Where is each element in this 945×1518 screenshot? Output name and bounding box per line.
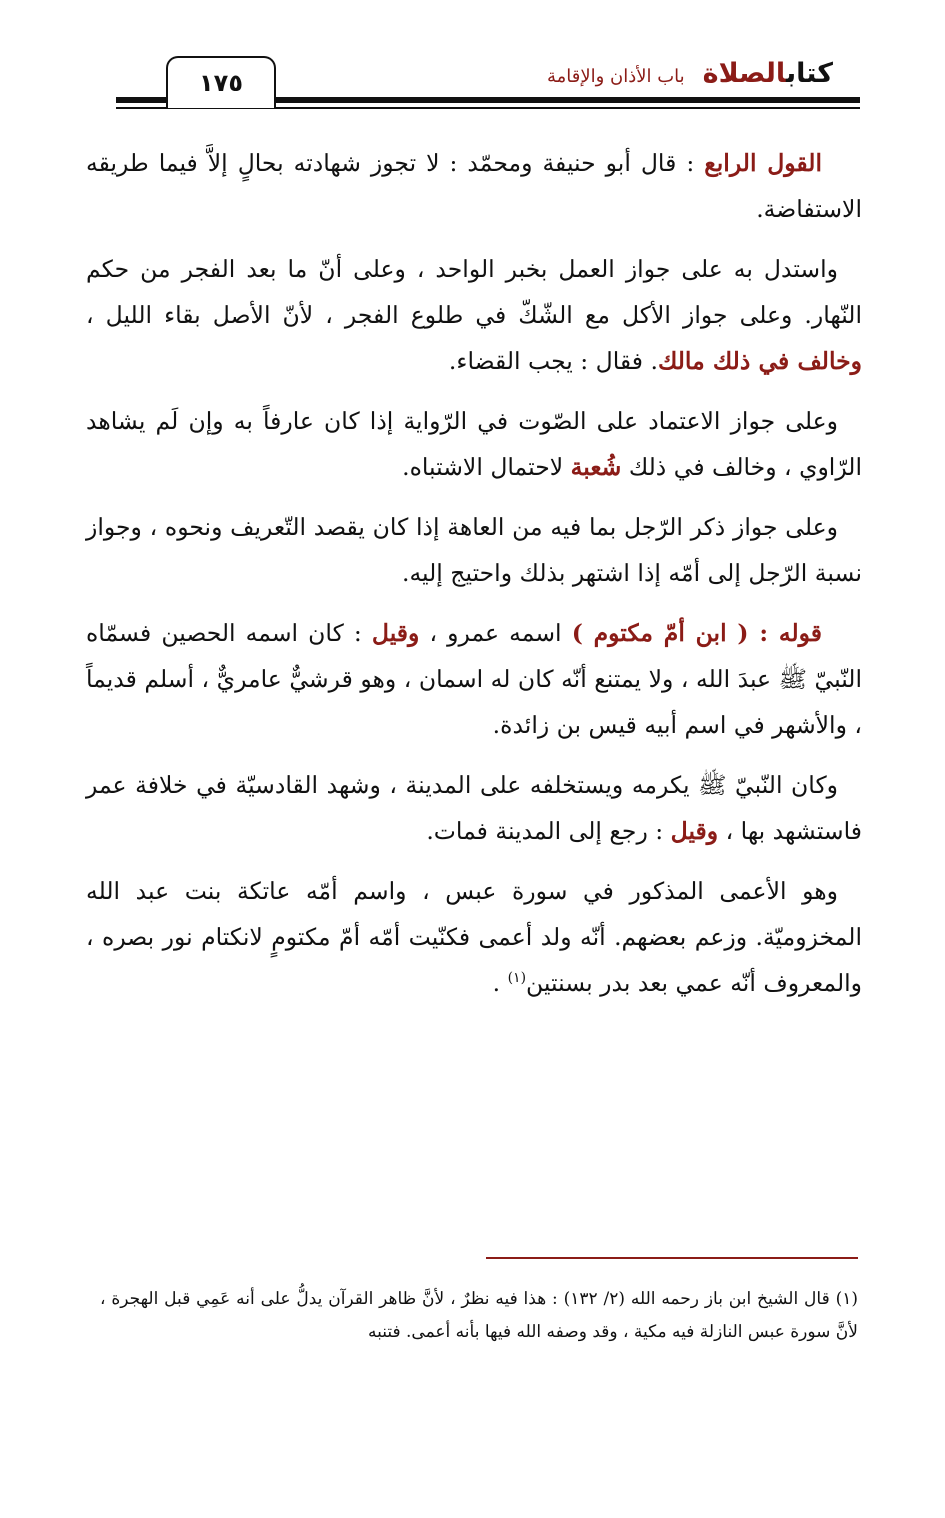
book-title [703,58,833,89]
paragraph-5-text-1: اسمه عمرو ، [419,619,572,647]
paragraph-3-highlight: شُعبة [570,453,622,481]
footnotes [100,1283,858,1349]
running-header [433,58,833,98]
paragraph-5-quote: ( ابن أمّ مكتوم ) [571,619,749,647]
chapter-title: باب الأذان والإقامة [546,66,685,87]
paragraph-6-text-1: وكان النّبيّ ﷺ يكرمه ويستخلفه على المدينة ، وشهد القادسيّة في خلافة عمر فاستشهد بها ، [86,771,862,845]
paragraph-4-text: وعلى جواز ذكر الرّجل بما فيه من العاهة إذا كان يقصد التّعريف ونحوه ، وجواز نسبة الرّجل إلى أمّه إذا اشتهر بذلك واحتيج إليه. [86,513,862,587]
book-title-accent: الصلاة [702,58,786,89]
paragraph-3 [86,398,862,490]
paragraph-7-end: . [492,969,508,997]
paragraph-2-text-2: . فقال : يجب القضاء. [448,347,658,375]
paragraph-6 [86,762,862,854]
paragraph-2 [86,246,862,384]
main-text [86,140,862,1020]
footnote-1: (١) قال الشيخ ابن باز رحمه الله (٢/ ١٣٢) : هذا فيه نظرٌ ، لأنَّ ظاهر القرآن يدلُّ على أنه عَمِي قبل الهجرة ، لأنَّ سورة عبس النازلة فيه مكية ، وقد وصفه الله فيها بأنه أعمى. فتنبه [100,1289,858,1342]
paragraph-5-qila: وقيل [371,619,420,647]
paragraph-7 [86,868,862,1006]
paragraph-3-text-2: لاحتمال الاشتباه. [402,453,571,481]
paragraph-2-highlight: وخالف في ذلك مالك [657,347,862,375]
paragraph-5 [86,610,862,748]
paragraph-7-text: وهو الأعمى المذكور في سورة عبس ، واسم أمّه عاتكة بنت عبد الله المخزوميّة. وزعم بعضهم. أنّه ولد أعمى فكنّيت أمّه أمّ مكتومٍ لانكتام نور بصره ، والمعروف أنّه عمي بعد بدر بسنتين [86,877,862,997]
paragraph-2-text-1: واستدل به على جواز العمل بخبر الواحد ، وعلى أنّ ما بعد الفجر من حكم النّهار. وعلى جواز الأكل مع الشّكّ في طلوع الفجر ، لأنّ الأصل بقاء الليل ، [86,255,862,329]
footnote-ref-1[interactable]: (١) [507,970,527,987]
paragraph-1 [86,140,862,232]
page-number: ١٧٥ [166,56,276,108]
paragraph-6-text-2: : رجع إلى المدينة فمات. [426,817,671,845]
paragraph-5-text-2: : كان اسمه الحصين فسمّاه النّبيّ ﷺ عبدَ الله ، ولا يمتنع أنّه كان له اسمان ، وهو قرشيٌّ عامريٌّ ، أسلم قديماً ، والأشهر في اسم أبيه قيس بن زائدة. [86,619,862,739]
paragraph-3-text-1: وعلى جواز الاعتماد على الصّوت في الرّواية إذا كان عارفاً به وإن لَم يشاهد الرّاوي ، وخالف في ذلك [86,407,862,481]
paragraph-4 [86,504,862,596]
paragraph-6-qila: وقيل [670,817,719,845]
footnote-separator [486,1257,858,1259]
paragraph-1-label: القول الرابع [704,149,822,177]
paragraph-1-text: : قال أبو حنيفة ومحمّد : لا تجوز شهادته بحالٍ إلاَّ فيما طريقه الاستفاضة. [86,149,862,223]
paragraph-5-label: قوله [778,619,822,647]
paragraph-5-label-colon: : [748,619,779,647]
book-title-prefix: كتاب [786,58,833,89]
